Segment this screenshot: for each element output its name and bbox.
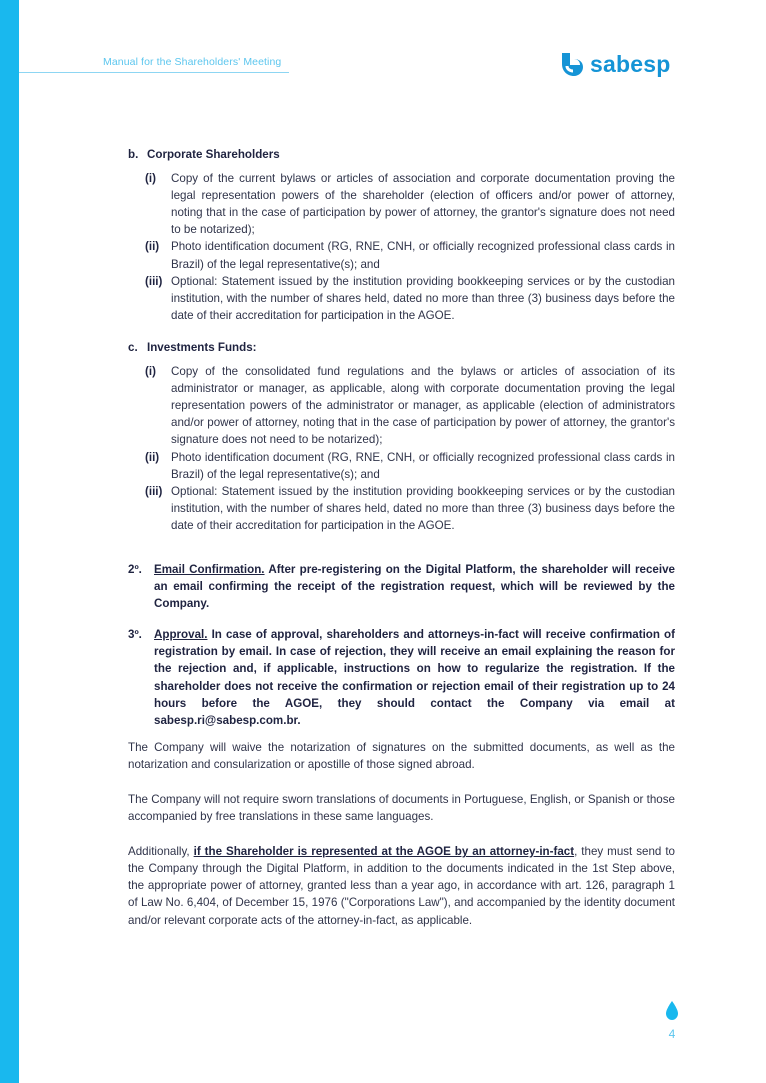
section-c-list — [128, 363, 675, 534]
step-description: After pre-registering on the Digital Platform, the shareholder will receive an email confirming the receipt of the registration request, which will be reviewed by the Company. — [154, 562, 675, 611]
step-text — [154, 626, 675, 729]
section-b-letter: b. — [128, 148, 139, 161]
page-number: 4 — [668, 1027, 676, 1041]
header-divider — [19, 72, 289, 73]
section-c-letter: c. — [128, 340, 138, 354]
paragraph-notarization: The Company will waive the notarization of signatures on the submitted documents, as well as the notarization and consularization or apostille of those signed abroad. — [128, 740, 675, 771]
section-b-list — [128, 170, 675, 324]
list-item-text: Photo identification document (RG, RNE, CNH, or officially recognized professional class cards in Brazil) of the legal representative(s); and — [171, 450, 675, 481]
list-item-number: (ii) — [145, 450, 160, 464]
sabesp-logo — [559, 50, 670, 78]
water-drop-icon — [666, 1001, 678, 1020]
section-c-heading — [128, 339, 675, 356]
list-item-number: (ii) — [145, 240, 160, 254]
step-number: 3º. — [128, 628, 142, 642]
list-item-text: Photo identification document (RG, RNE, CNH, or officially recognized professional class cards in Brazil) of the legal representative(s); and — [171, 240, 675, 271]
step-approval — [128, 626, 675, 729]
list-item — [145, 449, 675, 483]
document-body — [128, 146, 675, 929]
list-item — [145, 170, 675, 238]
step-text — [154, 561, 675, 612]
step-description: In case of approval, shareholders and attorneys-in-fact will receive confirmation of registration by email. In case of rejection, they will receive an email explaining the reason for the rejection and, if applicable, instructions on how to regularize the registration. If the shareholder does not receive the confirmation or rejection email of their registration up to 24 hours before the AGOE, they should contact the Company via email at sabesp.ri@sabesp.com.br. — [154, 628, 675, 727]
header-title: Manual for the Shareholders' Meeting — [103, 56, 282, 68]
list-item-number: (i) — [145, 365, 156, 379]
list-item — [145, 363, 675, 448]
paragraph-translations: The Company will not require sworn translations of documents in Portuguese, English, or Spanish or those accompanied by free translations in these same languages. — [128, 793, 675, 824]
paragraph-attorney-rest: , they must send to the Company through the Digital Platform, in addition to the documents indicated in the 1st Step above, the appropriate power of attorney, granted less than a year ago, in accordance with art. 126, paragraph 1 of Law No. 6,404, of December 15, 1976 ("Corporations Law"), and accompanied by the identity document and/or relevant corporate acts of the attorney-in-fact, as applicable. — [128, 845, 675, 927]
list-item — [145, 273, 675, 324]
section-c-title: Investments Funds: — [147, 340, 257, 354]
list-item-text: Optional: Statement issued by the institution providing bookkeeping services or by the custodian institution, with the number of shares held, dated no more than three (3) business days before the date of their accreditation for participation in the AGOE. — [171, 484, 675, 532]
list-item-number: (iii) — [145, 274, 163, 288]
section-b-heading — [128, 146, 675, 163]
logo-text: sabesp — [590, 51, 671, 77]
list-item — [145, 238, 675, 272]
list-item — [145, 483, 675, 534]
section-b-title: Corporate Shareholders — [147, 148, 280, 161]
step-label: Email Confirmation. — [154, 562, 265, 576]
step-label: Approval. — [154, 628, 208, 642]
list-item-text: Copy of the current bylaws or articles of association and corporate documentation proving the legal representation powers of the shareholder (election of officers and/or power of attorney, noting that in the case of participation by power of attorney, the grantor's signature does not need to be notarized); — [171, 172, 675, 237]
sabesp-logo-icon — [559, 50, 585, 78]
step-number: 2º. — [128, 562, 142, 576]
list-item-number: (iii) — [145, 484, 163, 498]
left-accent-bar — [0, 0, 19, 1083]
paragraph-attorney — [128, 843, 675, 928]
list-item-text: Copy of the consolidated fund regulations and the bylaws or articles of association of its administrator or manager, as applicable, along with corporate documentation proving the legal representation powers of the administrator or manager, as applicable (election of administrators and/or power of attorney, noting that in the case of participation by power of attorney, the grantor's signature does not need to be notarized); — [171, 365, 675, 447]
attorney-in-fact-highlight: if the Shareholder is represented at the AGOE by an attorney-in-fact — [193, 845, 575, 859]
step-email-confirmation — [128, 561, 675, 612]
paragraph-attorney-intro: Additionally, — [128, 845, 190, 859]
list-item-number: (i) — [145, 172, 156, 186]
list-item-text: Optional: Statement issued by the institution providing bookkeeping services or by the custodian institution, with the number of shares held, dated no more than three (3) business days before the date of their accreditation for participation in the AGOE. — [171, 274, 675, 322]
